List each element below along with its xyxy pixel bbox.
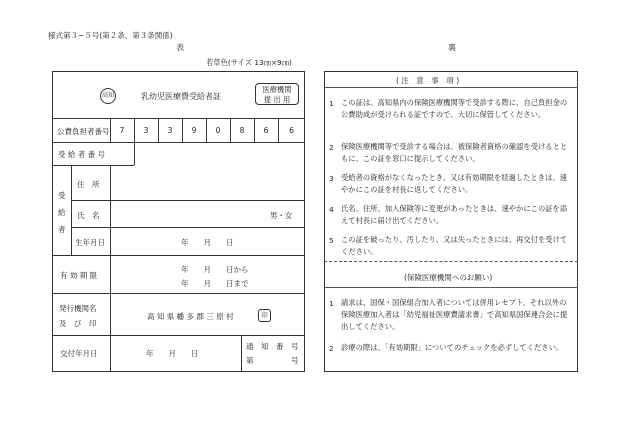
validity-from: 年 月 日から <box>181 265 249 274</box>
medical-tag-line1: 医療機関 <box>262 85 292 94</box>
back-label: 裏 <box>448 43 456 52</box>
rule <box>71 227 305 228</box>
rule <box>52 255 305 256</box>
notice-number-label: 通 知 番 号 <box>246 342 299 351</box>
rule <box>134 142 135 165</box>
note-text: この証は、高知県内の保険医療機関等で受診する際に、自己負担金の公費助成が受けられる証ですので、大切に保管してください。 <box>341 98 568 119</box>
issuer-name: 高 知 県 幡 多 郡 三 原 村 <box>147 312 234 321</box>
payer-digit: 0 <box>215 126 221 135</box>
birthdate-value: 年 月 日 <box>181 238 234 247</box>
issue-date-value: 年 月 日 <box>146 349 199 358</box>
rule <box>52 142 305 143</box>
requests-title: (保険医療機関へのお願い) <box>404 273 493 282</box>
request-text: 診療の際は、「有効期限」についてのチェックを必ずしてください。 <box>341 343 564 352</box>
requests-title-rule <box>324 287 578 288</box>
birthdate-label: 生年月日 <box>75 238 105 247</box>
note-number: 5 <box>329 236 334 245</box>
note-number: 2 <box>329 143 334 152</box>
payer-digit: 3 <box>143 126 149 135</box>
medical-submission-tag <box>255 83 299 105</box>
note-text: 保険医療機関等で受診する場合は、被保険者資格の確認を受けるとともに、この証を窓口に提示してください。 <box>341 142 568 163</box>
note-text: この証を破ったり、汚したり、又は失ったときには、再交付を受けてください。 <box>341 235 568 256</box>
rule <box>71 165 72 255</box>
name-label: 氏 名 <box>77 211 100 220</box>
notice-number-value: 第 号 <box>246 356 299 365</box>
recipient-group-char: 給 <box>58 208 66 217</box>
rule <box>241 335 242 372</box>
notes-title: ( 注 意 事 項 ) <box>396 76 460 85</box>
section-divider <box>324 261 578 262</box>
issuer-seal-icon: 印 <box>258 309 271 322</box>
rule <box>110 255 111 372</box>
rule <box>52 335 305 336</box>
issuer-label-line1: 発行機関名 <box>59 304 97 313</box>
validity-label: 有 効 期 限 <box>60 271 98 280</box>
rule <box>52 293 305 294</box>
medical-tag-line2: 提 出 用 <box>263 95 291 104</box>
recipient-group-char: 者 <box>58 225 66 234</box>
form-number: 様式第３−５号(第２条、第３条関係) <box>48 31 173 40</box>
front-label: 表 <box>176 43 184 52</box>
payer-digit: 6 <box>289 126 294 135</box>
recipient-number-label: 受 給 者 番 号 <box>58 150 106 159</box>
request-number: 1 <box>329 299 334 308</box>
issue-date-label: 交付年月日 <box>60 349 98 358</box>
notes-title-rule <box>324 87 578 88</box>
request-number: 2 <box>329 344 334 353</box>
note-number: 3 <box>329 174 334 183</box>
note-number: 4 <box>329 205 334 214</box>
address-label: 住 所 <box>77 180 100 189</box>
payer-digit: 7 <box>119 126 125 135</box>
rule <box>71 200 305 201</box>
rule <box>52 165 134 166</box>
payer-number-label: 公費負担者番号 <box>57 127 110 136</box>
rule <box>110 165 111 255</box>
payer-digit: 6 <box>263 126 269 135</box>
validity-to: 年 月 日まで <box>181 279 249 288</box>
payer-digit: 8 <box>239 126 245 135</box>
note-text: 氏名、住所、加入保険等に変更があったときは、速やかにこの証を添えて村長に届け出てください。 <box>341 204 568 225</box>
note-number: 1 <box>329 99 334 108</box>
gender-options: 男・女 <box>270 211 293 220</box>
payer-digit: 9 <box>191 126 197 135</box>
rule <box>52 118 305 119</box>
card-title: 乳幼児医療費受給者証 <box>141 92 221 101</box>
payer-digit: 3 <box>167 126 173 135</box>
recipient-group-char: 受 <box>58 191 66 200</box>
note-text: 受給者の資格がなくなったとき、又は有効期限を経過したときは、速やかにこの証を村長に返してください。 <box>341 173 567 194</box>
request-text: 請求は、国保・国保組合加入者については併用レセプト、それ以外の保険医療加入者は「幼児福祉医療費請求書」で高知県国保連合会に提出してください。 <box>341 298 568 331</box>
size-note: 若草色(サイズ 13㎝×9㎝) <box>206 58 292 67</box>
prefecture-seal-icon: 高知 <box>100 88 116 104</box>
issuer-label-line2: 及 び 印 <box>59 319 97 328</box>
